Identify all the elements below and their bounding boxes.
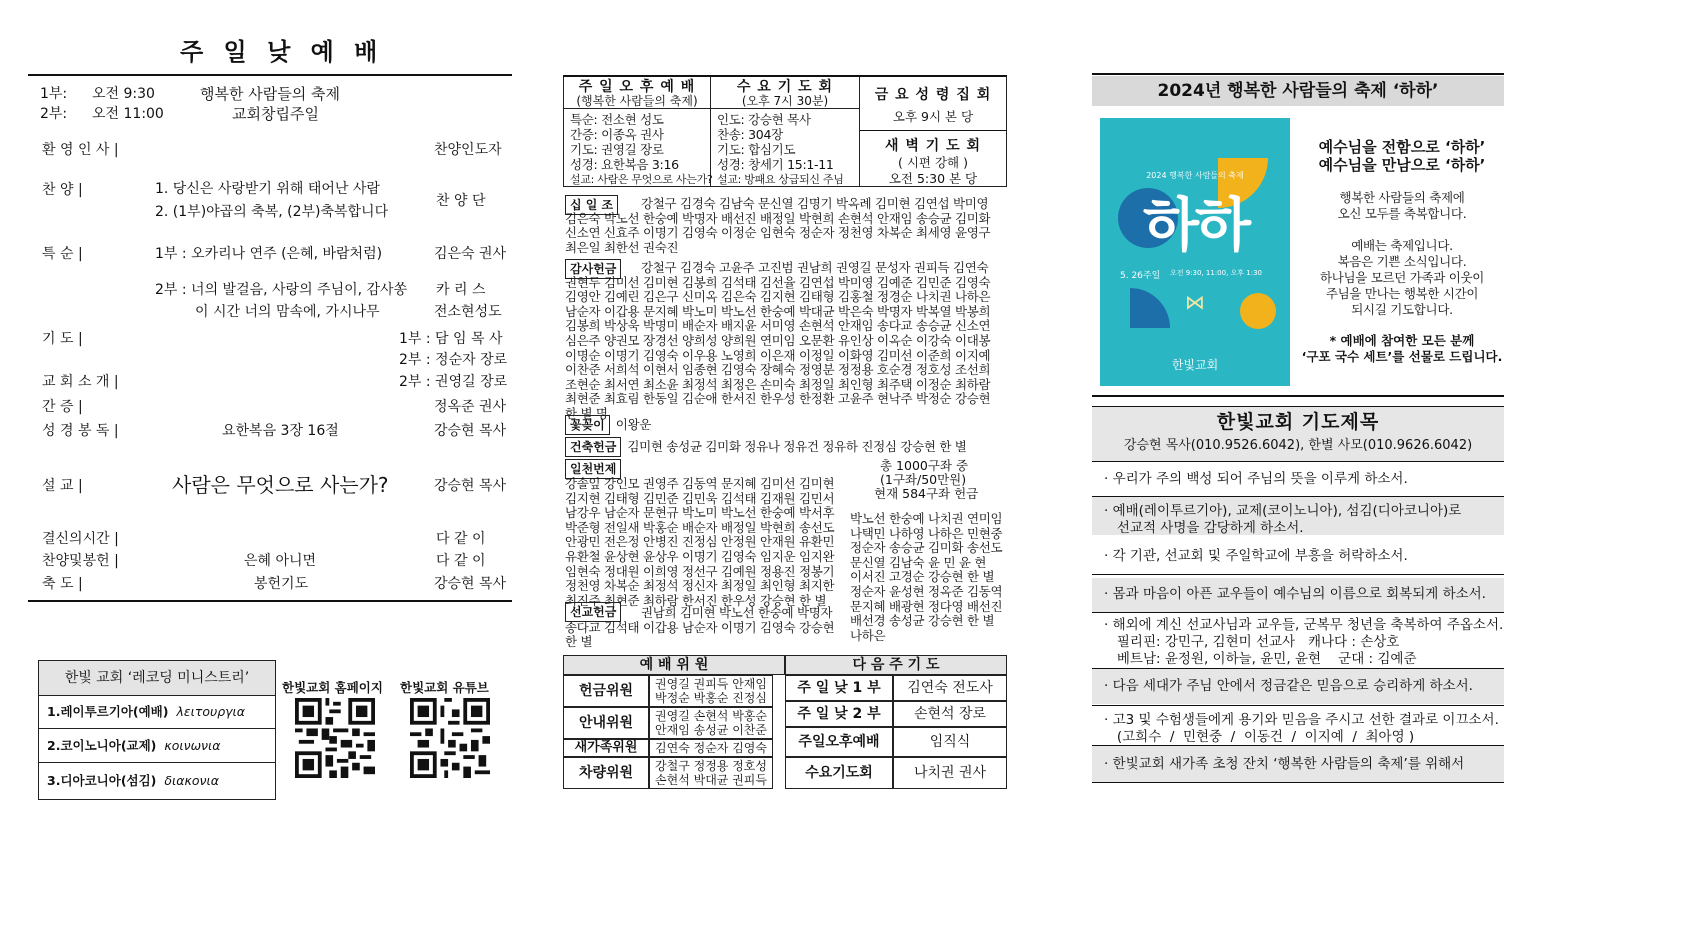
prayer-topic: · 몸과 마음이 아픈 교우들이 예수님의 이름으로 회복되게 하소서. bbox=[1092, 578, 1504, 612]
divider bbox=[1092, 612, 1504, 613]
next-prayer-person: 김연숙 전도사 bbox=[893, 675, 1007, 701]
decision-label: 결신의시간 | bbox=[42, 531, 119, 547]
next-prayer-slot: 주일오후예배 bbox=[785, 727, 893, 757]
mission-tag: 선교헌금 bbox=[565, 602, 621, 622]
next-prayer-person: 임직식 bbox=[893, 727, 1007, 757]
special-person-2a: 카 리 스 bbox=[436, 282, 486, 298]
special-label: 특 순 | bbox=[42, 246, 83, 262]
committee-header: 예 배 위 원 bbox=[563, 655, 785, 675]
praise-song-1: 1. 당신은 사랑받기 위해 태어난 사람 bbox=[155, 181, 380, 197]
millennium-current: 현재 584구좌 헌금 bbox=[874, 486, 979, 501]
intro-label: 교 회 소 개 | bbox=[42, 374, 119, 390]
flower-names: 이왕운 bbox=[615, 417, 652, 432]
recoding-title: 한빛 교회 ‘레코딩 미니스트리’ bbox=[39, 661, 275, 696]
thanks-tag: 감사헌금 bbox=[565, 259, 621, 279]
blessing-person: 강승현 목사 bbox=[434, 576, 507, 592]
reading-text: 요한복음 3장 16절 bbox=[222, 423, 339, 439]
committee-role: 새가족위원 bbox=[563, 739, 649, 757]
festival-text: 행복한 사람들의 축제에 오신 모두를 축복합니다. 예배는 축제입니다. 복음은 기쁜 소식입니다. 하나님을 모르던 가족과 이웃이 주님을 만나는 행복한 시간이 되시길 기도합니다. bbox=[1319, 190, 1485, 317]
afternoon-header: 주 일 오 후 예 배 bbox=[578, 79, 696, 95]
wednesday-details: 인도: 강승현 목사 찬송: 304장 기도: 합심기도 성경: 창세기 15:1-11 설교: 방패요 상급되신 주님 bbox=[717, 112, 844, 186]
dawn-sub: ( 시편 강해 ) bbox=[898, 155, 968, 170]
intro-person: 2부 : 권영길 장로 bbox=[399, 374, 508, 390]
prayer-topics-contact: 강승현 목사(010.9526.6042), 한별 사모(010.9626.6042) bbox=[1123, 438, 1473, 453]
festival-title: 2024년 행복한 사람들의 축제 ‘하하’ bbox=[1092, 76, 1504, 106]
reading-person: 강승현 목사 bbox=[434, 423, 507, 439]
recoding-item: 2.코이노니아(교제) κοινωνια bbox=[39, 729, 275, 763]
poster-date: 5. 26주일 bbox=[1120, 271, 1161, 281]
sunday-title: 주 일 낮 예 배 bbox=[180, 38, 384, 66]
offering-song: 은혜 아니면 bbox=[244, 553, 317, 569]
welcome-leader: 찬양인도자 bbox=[434, 142, 502, 158]
service-name-2: 교회창립주일 bbox=[232, 105, 319, 123]
next-prayer-slot: 주 일 낮 1 부 bbox=[785, 675, 893, 701]
divider bbox=[1092, 461, 1504, 462]
praise-song-2: 2. (1부)야곱의 축복, (2부)축복합니다 bbox=[155, 204, 389, 220]
prayer-topic: · 다음 세대가 주님 안에서 정금같은 믿음으로 승리하게 하소서. bbox=[1092, 668, 1504, 704]
prayer-topic: · 각 기관, 선교회 및 주일학교에 부흥을 허락하소서. bbox=[1104, 548, 1408, 564]
prayer-topic: · 한빛교회 새가족 초청 잔치 ‘행복한 사람들의 축제’를 위해서 bbox=[1092, 746, 1504, 782]
greek-word: διακονια bbox=[164, 773, 219, 788]
tithe-names: 강철구 김경숙 김남숙 문신열 김명기 박옥례 김미현 김연섭 박미영 김은숙 박노선 한숭예 박명자 배선진 배정일 박현희 손현석 안재임 송승균 김미화 신소연 신효주 이명기 김영숙 이정순 임현숙 정순자 정천영 차복순 최세영 윤영구 최은일 최한선 권숙진 bbox=[565, 196, 991, 255]
sermon-title: 사람은 무엇으로 사는가? bbox=[172, 473, 389, 497]
millennium-total: 총 1000구좌 중 bbox=[880, 458, 969, 473]
afternoon-details: 특순: 전소현 성도 간증: 이종옥 권사 기도: 권영길 장로 성경: 요한복음 3:16 설교: 사람은 무엇으로 사는가? bbox=[570, 112, 713, 186]
committee-role: 안내위원 bbox=[563, 707, 649, 739]
greek-word: κοινωνια bbox=[164, 738, 221, 753]
prayer-1: 1부 : 담 임 목 사 bbox=[399, 331, 503, 347]
sermon-label: 설 교 | bbox=[42, 478, 83, 494]
youtube-qr-icon[interactable] bbox=[410, 698, 490, 778]
festival-gift-1: * 예배에 참여한 모든 분께 bbox=[1329, 333, 1475, 348]
thanks-names: 강철구 김경숙 고윤주 고진범 권남희 권영길 문성자 권피득 김연숙 권현두 김미선 김미현 김봉희 김석태 김선율 김연섭 박미영 김예준 김민준 김영숙 김영안 김예린 김은구 신미옥 김은숙 김지현 김태형 김홍철 정경순 나치권 나하은 남순자 이갑용 문지혜 박노미 박노선 한숭예 박대균 박은숙 박명자 박복열 박봉희 김봉희 박상욱 박명미 배순자 배지윤 서미영 손현석 안재임 송다교 송승균 신소연 심은주 양권모 장경선 양희성 양희원 연미임 오문환 유인상 이옥순 이강숙 이대봉 이명순 이명기 김영숙 이우용 노영희 이은재 이정일 이화영 김미선 이준희 이지예 이찬준 서희석 이현서 임종현 김영숙 장혜숙 정영분 정정용 호순경 정호성 조선희 조현순 최서연 최소윤 최정석 최정은 손미숙 최정일 최인형 최주택 이정순 최하람 최현준 최효림 한동일 김순애 한서진 한우성 한정환 고윤주 현낙주 박정순 강승현 한 별 명 bbox=[565, 260, 991, 421]
festival-poster bbox=[1100, 118, 1290, 386]
homepage-qr-icon[interactable] bbox=[295, 698, 375, 778]
flower-tag: 꽃꽂이 bbox=[565, 415, 610, 435]
divider bbox=[1092, 782, 1504, 783]
divider bbox=[28, 600, 512, 602]
testimony-label: 간 증 | bbox=[42, 399, 83, 415]
festival-slogan-1: 예수님을 전함으로 ‘하하’ bbox=[1318, 138, 1486, 156]
afternoon-header-sub: (행복한 사람들의 축제) bbox=[576, 94, 698, 108]
poster-shape bbox=[1240, 293, 1276, 329]
prayer-topic: · 우리가 주의 백성 되어 주님의 뜻을 이루게 하소서. bbox=[1104, 471, 1408, 487]
prayer-topics-title: 한빛교회 기도제목 bbox=[1216, 411, 1380, 433]
committee-role: 헌금위원 bbox=[563, 675, 649, 707]
next-prayer-header: 다 음 주 기 도 bbox=[785, 655, 1007, 675]
tithe-tag: 십 일 조 bbox=[565, 195, 618, 215]
service-name-1: 행복한 사람들의 축제 bbox=[200, 85, 340, 103]
prayer-label: 기 도 | bbox=[42, 331, 83, 347]
wednesday-header: 수 요 기 도 회 bbox=[736, 79, 834, 95]
poster-top-text: 2024 행복한 사람들의 축제 bbox=[1146, 171, 1244, 180]
prayer-topic: · 예배(레이투르기아), 교제(코이노니아), 섬김(디아코니아)로 선교적 사명을 감당하게 하소서. bbox=[1092, 497, 1504, 535]
divider bbox=[1092, 705, 1504, 706]
poster-main-text: 하하 bbox=[1142, 191, 1248, 259]
service-time-2: 오전 11:00 bbox=[92, 106, 164, 122]
sermon-person: 강승현 목사 bbox=[434, 478, 507, 494]
divider bbox=[1092, 668, 1504, 669]
blessing-label: 축 도 | bbox=[42, 576, 83, 592]
special-item-2b: 이 시간 너의 맘속에, 가시나무 bbox=[195, 304, 380, 320]
millennium-names: 강솔잎 강인모 권영주 김동역 문지혜 김미선 김미현 김지현 김태형 김민준 김민욱 김석태 김재원 김민서 남강우 남순자 문현규 박노미 박노선 한숭예 박서후 박준형 전일새 박홍순 배순자 배정일 박현희 송선도 안광민 전은정 안병진 진정심 안정원 안재원 유환민 유환철 윤상현 윤상우 이명기 김영숙 임지운 임지완 임현숙 정대원 이희영 정선구 김예원 정용진 정봉기 정천영 차복순 최정석 정신자 최정일 최인형 최지한 최진주 최현준 최하람 한서진 한우성 강승현 한 별 bbox=[565, 476, 835, 608]
dawn-header: 새 벽 기 도 회 bbox=[884, 138, 982, 154]
committee-names: 권영길 손현석 박홍순 안재임 송성균 이찬준 bbox=[649, 707, 773, 739]
millennium-tag: 일천번제 bbox=[565, 459, 621, 479]
recoding-ministry-box bbox=[38, 660, 276, 800]
decision-person: 다 같 이 bbox=[436, 531, 486, 547]
welcome-label: 환 영 인 사 | bbox=[42, 142, 119, 158]
testimony-person: 정옥준 권사 bbox=[434, 399, 507, 415]
divider bbox=[1092, 73, 1504, 75]
friday-header: 금 요 성 령 집 회 bbox=[874, 87, 992, 103]
recoding-item: 1.레이투르기아(예배) λειτουργια bbox=[39, 695, 275, 729]
special-item-2a: 2부 : 너의 발걸음, 사랑의 주님이, 감사쏭 bbox=[155, 282, 408, 298]
ribbon-icon: ⋈ bbox=[1185, 290, 1205, 314]
committee-role: 차량위원 bbox=[563, 757, 649, 789]
poster-shape bbox=[1130, 288, 1170, 328]
service-label-1: 1부: bbox=[40, 86, 68, 102]
youtube-label: 한빛교회 유튜브 bbox=[400, 680, 489, 695]
recoding-item: 3.디아코니아(섬김) διακονια bbox=[47, 773, 219, 788]
next-prayer-slot: 주 일 낮 2 부 bbox=[785, 701, 893, 727]
prayer-2: 2부 : 정순자 장로 bbox=[399, 352, 508, 368]
offering-person: 다 같 이 bbox=[436, 553, 486, 569]
millennium-unit: (1구좌/50만원) bbox=[880, 472, 967, 487]
greek-word: λειτουργια bbox=[176, 704, 246, 719]
divider bbox=[1092, 574, 1504, 575]
wednesday-header-sub: (오후 7시 30분) bbox=[741, 94, 829, 108]
divider bbox=[28, 74, 512, 76]
next-prayer-slot: 수요기도회 bbox=[785, 757, 893, 789]
festival-slogan-2: 예수님을 만남으로 ‘하하’ bbox=[1318, 156, 1486, 174]
divider bbox=[859, 130, 1007, 131]
committee-names: 강철구 정정용 정호성 손현석 박대균 권피득 bbox=[649, 757, 773, 789]
flower-section bbox=[565, 414, 651, 435]
committee-names: 김연숙 정순자 김영숙 bbox=[649, 739, 773, 757]
prayer-topic: · 해외에 계신 선교사님과 교우들, 군복무 청년을 축복하여 주옵소서. 필리핀: 강민구, 김현미 선교사 캐나다 : 손상호 베트남: 윤정원, 이하늘, 윤민, 윤현 군대 : 김예준 bbox=[1104, 617, 1504, 667]
divider bbox=[1092, 496, 1504, 497]
poster-times: 오전 9:30, 11:00, 오후 1:30 bbox=[1170, 269, 1263, 277]
prayer-topic: · 고3 및 수험생들에게 용기와 믿음을 주시고 선한 결과로 이끄소서. (고희수 / 민현중 / 이동건 / 이지예 / 최아영 ) bbox=[1104, 712, 1499, 745]
friday-time: 오후 9시 본 당 bbox=[892, 109, 974, 124]
reading-label: 성 경 봉 독 | bbox=[42, 423, 119, 439]
poster-church: 한빛교회 bbox=[1171, 358, 1219, 372]
service-label-2: 2부: bbox=[40, 106, 68, 122]
divider bbox=[1092, 745, 1504, 746]
committee-names: 권영길 권피득 안재임 박정순 박홍순 진정심 bbox=[649, 675, 773, 707]
building-tag: 건축헌금 bbox=[565, 437, 621, 457]
praise-leader: 찬 양 단 bbox=[436, 193, 486, 209]
offering-label: 찬양및봉헌 | bbox=[42, 553, 119, 569]
building-section bbox=[565, 436, 967, 457]
building-names: 김미현 송성균 김미화 정유나 정유건 정유하 진정심 강승현 한 별 bbox=[627, 439, 967, 454]
mission-names: 권남희 김미현 박노선 한숭예 박명자 송다교 김석태 이갑용 남순자 이명기 김영숙 강승현 한 별 bbox=[565, 605, 835, 650]
special-person-1: 김은숙 권사 bbox=[434, 246, 507, 262]
next-prayer-person: 나치권 권사 bbox=[893, 757, 1007, 789]
next-prayer-person: 손현석 장로 bbox=[893, 701, 1007, 727]
special-item-1: 1부 : 오카리나 연주 (은혜, 바람처럼) bbox=[155, 246, 383, 262]
special-person-2b: 전소현성도 bbox=[434, 304, 502, 320]
service-time-1: 오전 9:30 bbox=[92, 86, 155, 102]
dawn-time: 오전 5:30 본 당 bbox=[888, 171, 978, 186]
divider bbox=[1092, 395, 1504, 397]
praise-label: 찬 양 | bbox=[42, 182, 83, 198]
millennium-names-2: 박노선 한숭예 나치권 연미임 나택민 나하영 나하은 민현중 정순자 송승균 김미화 송선도 문신열 김남숙 윤 민 윤 현 이서진 고경순 강승현 한 별 정순자 윤성현 정옥준 김동역 문지혜 배광현 정다영 배선진 배선경 송성균 강승현 한 별 나하은 bbox=[850, 511, 1003, 643]
homepage-label: 한빛교회 홈페이지 bbox=[282, 680, 383, 695]
blessing-text: 봉헌기도 bbox=[254, 576, 309, 592]
festival-gift-2: ‘구포 국수 세트’를 선물로 드립니다. bbox=[1301, 349, 1503, 364]
